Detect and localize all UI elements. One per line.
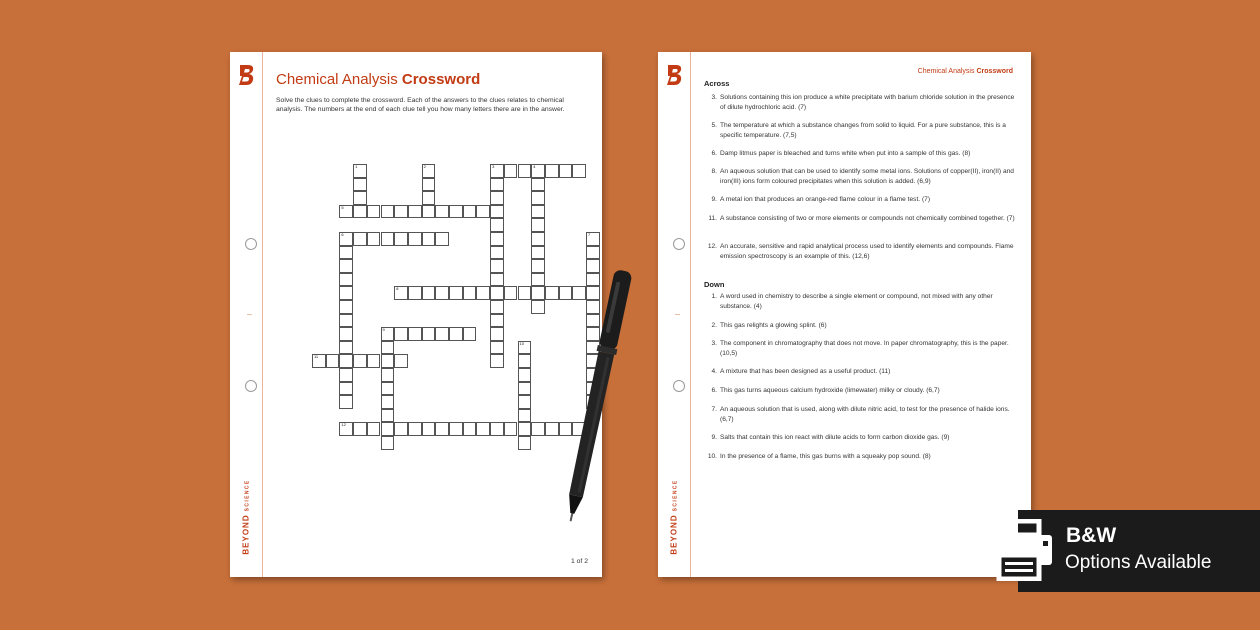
clue-text: In the presence of a flame, this gas burns with a squeaky pop sound. (8) — [720, 453, 931, 460]
crossword-cell[interactable] — [490, 273, 504, 287]
crossword-cell[interactable] — [422, 422, 436, 436]
clue-text: An aqueous solution that is used, along with dilute nitric acid, to test for the presence of halide ions. (6,7) — [720, 406, 1010, 423]
clue-text: Solutions containing this ion produce a white precipitate with barium chloride solution in the presence of dilute hydrochloric acid. (7) — [720, 94, 1015, 111]
crossword-cell[interactable] — [490, 286, 504, 300]
crossword-cell[interactable] — [476, 286, 490, 300]
crossword-cell[interactable] — [381, 327, 395, 341]
crossword-cell[interactable] — [490, 164, 504, 178]
crossword-cell[interactable] — [518, 341, 532, 355]
binder-hole — [673, 238, 685, 250]
crossword-cell[interactable] — [435, 286, 449, 300]
crossword-cell[interactable] — [339, 205, 353, 219]
clue-text: A word used in chemistry to describe a single element or compound, not mixed with any other substance. (4) — [720, 293, 993, 310]
crossword-cell[interactable] — [518, 354, 532, 368]
crossword-cell[interactable] — [422, 232, 436, 246]
clue-number: 1 — [355, 164, 358, 169]
page-title: Chemical Analysis Crossword — [276, 71, 481, 88]
clue-number: 3. — [711, 340, 717, 347]
clue-item — [704, 367, 1016, 377]
crossword-cell[interactable] — [518, 368, 532, 382]
crossword-cell[interactable] — [531, 178, 545, 192]
crossword-cell[interactable] — [408, 327, 422, 341]
clue-item — [704, 405, 1016, 424]
clue-number: 7 — [588, 232, 591, 237]
crossword-cell[interactable] — [353, 191, 367, 205]
crossword-cell[interactable] — [381, 232, 395, 246]
clue-number: 8 — [396, 286, 399, 292]
crossword-cell[interactable] — [339, 273, 353, 287]
page-number: 1 of 2 — [570, 558, 588, 565]
clue-number: 7. — [711, 406, 717, 413]
crossword-cell[interactable] — [545, 164, 559, 178]
printer-icon — [983, 519, 1055, 581]
crossword-cell[interactable] — [490, 354, 504, 368]
crossword-cell[interactable] — [353, 232, 367, 246]
crossword-cell[interactable] — [381, 368, 395, 382]
crossword-cell[interactable] — [490, 314, 504, 328]
crossword-cell[interactable] — [518, 409, 532, 423]
crossword-cell[interactable] — [394, 354, 408, 368]
crossword-cell[interactable] — [435, 422, 449, 436]
crossword-cell[interactable] — [476, 422, 490, 436]
crossword-cell[interactable] — [449, 422, 463, 436]
binder-hole — [245, 380, 257, 392]
clue-number: 5 — [341, 204, 344, 210]
crossword-cell[interactable] — [381, 205, 395, 219]
worksheet-page-2 — [658, 52, 1031, 577]
crossword-cell[interactable] — [463, 286, 477, 300]
crossword-cell[interactable] — [394, 327, 408, 341]
crossword-cell[interactable] — [490, 327, 504, 341]
crossword-cell[interactable] — [531, 259, 545, 273]
crossword-cell[interactable] — [408, 422, 422, 436]
clue-item — [704, 121, 1016, 140]
crossword-cell[interactable] — [504, 164, 518, 178]
crossword-cell[interactable] — [339, 259, 353, 273]
crossword-cell[interactable] — [367, 232, 381, 246]
crossword-cell[interactable] — [339, 382, 353, 396]
banner-title: B&W — [1066, 524, 1117, 547]
crossword-cell[interactable] — [367, 205, 381, 219]
crossword-cell[interactable] — [408, 286, 422, 300]
clue-text: This gas relights a glowing splint. (6) — [720, 322, 827, 329]
clue-number: 8. — [711, 168, 717, 175]
crossword-cell[interactable] — [463, 422, 477, 436]
crossword-cell[interactable] — [381, 409, 395, 423]
fold-mark — [247, 314, 252, 315]
crossword-cell[interactable] — [326, 354, 340, 368]
crossword-cell[interactable] — [422, 327, 436, 341]
crossword-cell[interactable] — [339, 314, 353, 328]
crossword-cell[interactable] — [531, 218, 545, 232]
crossword-cell[interactable] — [339, 341, 353, 355]
clue-text: A substance consisting of two or more elements or compounds not chemically combined together. (7) — [720, 215, 1015, 222]
crossword-cell[interactable] — [490, 341, 504, 355]
clue-item — [704, 386, 1016, 396]
crossword-cell[interactable] — [545, 286, 559, 300]
clue-text: The component in chromatography that does not move. In paper chromatography, this is the paper. (10,5) — [720, 340, 1009, 357]
crossword-cell[interactable] — [422, 178, 436, 192]
clue-text: A metal ion that produces an orange-red flame colour in a flame test. (7) — [720, 196, 931, 203]
crossword-cell[interactable] — [422, 164, 436, 178]
crossword-cell[interactable] — [490, 232, 504, 246]
crossword-cell[interactable] — [381, 341, 395, 355]
crossword-cell[interactable] — [490, 300, 504, 314]
clue-number: 9. — [711, 196, 717, 203]
crossword-cell[interactable] — [490, 246, 504, 260]
crossword-cell[interactable] — [476, 205, 490, 219]
crossword-cell[interactable] — [518, 422, 532, 436]
crossword-cell[interactable] — [531, 191, 545, 205]
crossword-cell[interactable] — [394, 205, 408, 219]
clue-item — [704, 452, 1016, 462]
crossword-cell[interactable] — [339, 246, 353, 260]
clue-number: 2 — [423, 164, 426, 169]
crossword-cell[interactable] — [312, 354, 326, 368]
crossword-cell[interactable] — [381, 382, 395, 396]
crossword-cell[interactable] — [435, 232, 449, 246]
clue-item — [704, 433, 1016, 443]
clue-item — [704, 195, 1016, 205]
crossword-cell[interactable] — [394, 422, 408, 436]
crossword-cell[interactable] — [435, 205, 449, 219]
crossword-cell[interactable] — [353, 164, 367, 178]
worksheet-page-1 — [230, 52, 602, 577]
clue-number: 6. — [711, 150, 717, 157]
clue-number: 6. — [711, 387, 717, 394]
crossword-cell[interactable] — [422, 286, 436, 300]
clue-number: 10. — [707, 453, 717, 460]
crossword-cell[interactable] — [394, 232, 408, 246]
crossword-cell[interactable] — [531, 300, 545, 314]
clue-number: 4 — [533, 164, 536, 169]
brand-label: BEYONDSCIENCE — [669, 479, 679, 555]
crossword-cell[interactable] — [531, 205, 545, 219]
crossword-cell[interactable] — [504, 286, 518, 300]
crossword-cell[interactable] — [381, 436, 395, 450]
clue-number: 2. — [711, 322, 717, 329]
crossword-cell[interactable] — [490, 422, 504, 436]
crossword-cell[interactable] — [518, 164, 532, 178]
clue-item — [704, 292, 1016, 311]
clue-number: 11. — [708, 215, 717, 222]
crossword-cell[interactable] — [518, 382, 532, 396]
crossword-cell[interactable] — [490, 191, 504, 205]
crossword-cell[interactable] — [381, 354, 395, 368]
clue-number: 6 — [341, 232, 344, 237]
instructions: Solve the clues to complete the crossword. Each of the answers to the clues relates to chemical analysis. The numbers at the end of each clue tell you how many letters there are in the answer. — [276, 97, 565, 113]
crossword-cell[interactable] — [490, 205, 504, 219]
clue-text: A mixture that has been designed as a useful product. (11) — [720, 368, 891, 375]
crossword-cell[interactable] — [531, 164, 545, 178]
crossword-cell[interactable] — [518, 436, 532, 450]
crossword-cell[interactable] — [422, 191, 436, 205]
clue-item — [704, 242, 1016, 261]
brand-label: BEYONDSCIENCE — [241, 479, 251, 555]
crossword-cell[interactable] — [518, 286, 532, 300]
crossword-cell[interactable] — [353, 354, 367, 368]
crossword-cell[interactable] — [339, 286, 353, 300]
clue-number: 9. — [711, 434, 717, 441]
crossword-cell[interactable] — [339, 354, 353, 368]
crossword-cell[interactable] — [586, 232, 600, 246]
crossword-cell[interactable] — [353, 422, 367, 436]
crossword-cell[interactable] — [353, 178, 367, 192]
clue-text: This gas turns aqueous calcium hydroxide (limewater) milky or cloudy. (6,7) — [720, 387, 940, 394]
clue-number: 4. — [711, 368, 717, 375]
crossword-cell[interactable] — [463, 327, 477, 341]
crossword-cell[interactable] — [531, 422, 545, 436]
clue-text: An aqueous solution that can be used to identify some metal ions. Solutions of copper(II), iron(II) and iron(III) ions form coloured precipitates when this solution is added. (6,9) — [720, 168, 1014, 185]
crossword-cell[interactable] — [531, 286, 545, 300]
crossword-cell[interactable] — [531, 246, 545, 260]
crossword-cell[interactable] — [408, 205, 422, 219]
crossword-cell[interactable] — [422, 205, 436, 219]
crossword-cell[interactable] — [339, 300, 353, 314]
clue-item — [704, 214, 1016, 224]
crossword-cell[interactable] — [504, 422, 518, 436]
crossword-cell[interactable] — [572, 164, 586, 178]
binder-hole — [673, 380, 685, 392]
crossword-cell[interactable] — [339, 327, 353, 341]
clue-number: 9 — [382, 327, 385, 333]
clue-item — [704, 149, 1016, 159]
clue-text: Salts that contain this ion react with dilute acids to form carbon dioxide gas. (9) — [720, 434, 950, 441]
down-heading: Down — [704, 280, 725, 289]
clue-number: 11 — [314, 354, 319, 360]
clue-item — [704, 93, 1016, 112]
crossword-cell[interactable] — [531, 273, 545, 287]
crossword-cell[interactable] — [339, 422, 353, 436]
crossword-cell[interactable] — [449, 327, 463, 341]
crossword-cell[interactable] — [463, 205, 477, 219]
crossword-cell[interactable] — [559, 164, 573, 178]
crossword-cell[interactable] — [449, 286, 463, 300]
banner-subtitle: Options Available — [1065, 552, 1212, 573]
page-header: Chemical Analysis Crossword — [917, 68, 1013, 75]
clue-item — [704, 339, 1016, 358]
clue-number: 12 — [341, 422, 346, 428]
clue-text: The temperature at which a substance changes from solid to liquid. For a pure substance, this is a specific temperature. (7,5) — [720, 122, 1006, 139]
across-heading: Across — [704, 79, 730, 88]
clue-number: 3. — [711, 94, 717, 101]
crossword-cell[interactable] — [339, 232, 353, 246]
crossword-cell[interactable] — [518, 395, 532, 409]
clue-number: 12. — [707, 243, 717, 250]
crossword-cell[interactable] — [339, 368, 353, 382]
crossword-cell[interactable] — [367, 354, 381, 368]
crossword-cell[interactable] — [394, 286, 408, 300]
crossword-cell[interactable] — [408, 232, 422, 246]
crossword-cell[interactable] — [490, 259, 504, 273]
crossword-cell[interactable] — [353, 205, 367, 219]
crossword-cell[interactable] — [545, 422, 559, 436]
crossword-cell[interactable] — [531, 232, 545, 246]
beyond-logo-icon — [665, 64, 683, 86]
crossword-cell[interactable] — [435, 327, 449, 341]
clue-item — [704, 321, 1016, 331]
binder-hole — [245, 238, 257, 250]
clue-number: 5. — [711, 122, 717, 129]
clue-item — [704, 167, 1016, 186]
fold-mark — [675, 314, 680, 315]
crossword-cell[interactable] — [490, 178, 504, 192]
crossword-cell[interactable] — [381, 395, 395, 409]
crossword-cell[interactable] — [586, 246, 600, 260]
clue-text: An accurate, sensitive and rapid analytical process used to identify elements and compounds. Flame emission spectroscopy is an example of this. (12,6) — [720, 243, 1014, 260]
beyond-logo-icon — [237, 64, 255, 86]
clue-number: 1. — [711, 293, 717, 300]
crossword-cell[interactable] — [367, 422, 381, 436]
pen-icon — [562, 266, 632, 528]
clue-number: 3 — [492, 164, 495, 169]
crossword-cell[interactable] — [449, 205, 463, 219]
clue-text: Damp litmus paper is bleached and turns white when put into a sample of this gas. (8) — [720, 150, 971, 157]
crossword-cell[interactable] — [490, 218, 504, 232]
clue-number: 10 — [519, 340, 524, 346]
crossword-cell[interactable] — [339, 395, 353, 409]
crossword-cell[interactable] — [381, 422, 395, 436]
